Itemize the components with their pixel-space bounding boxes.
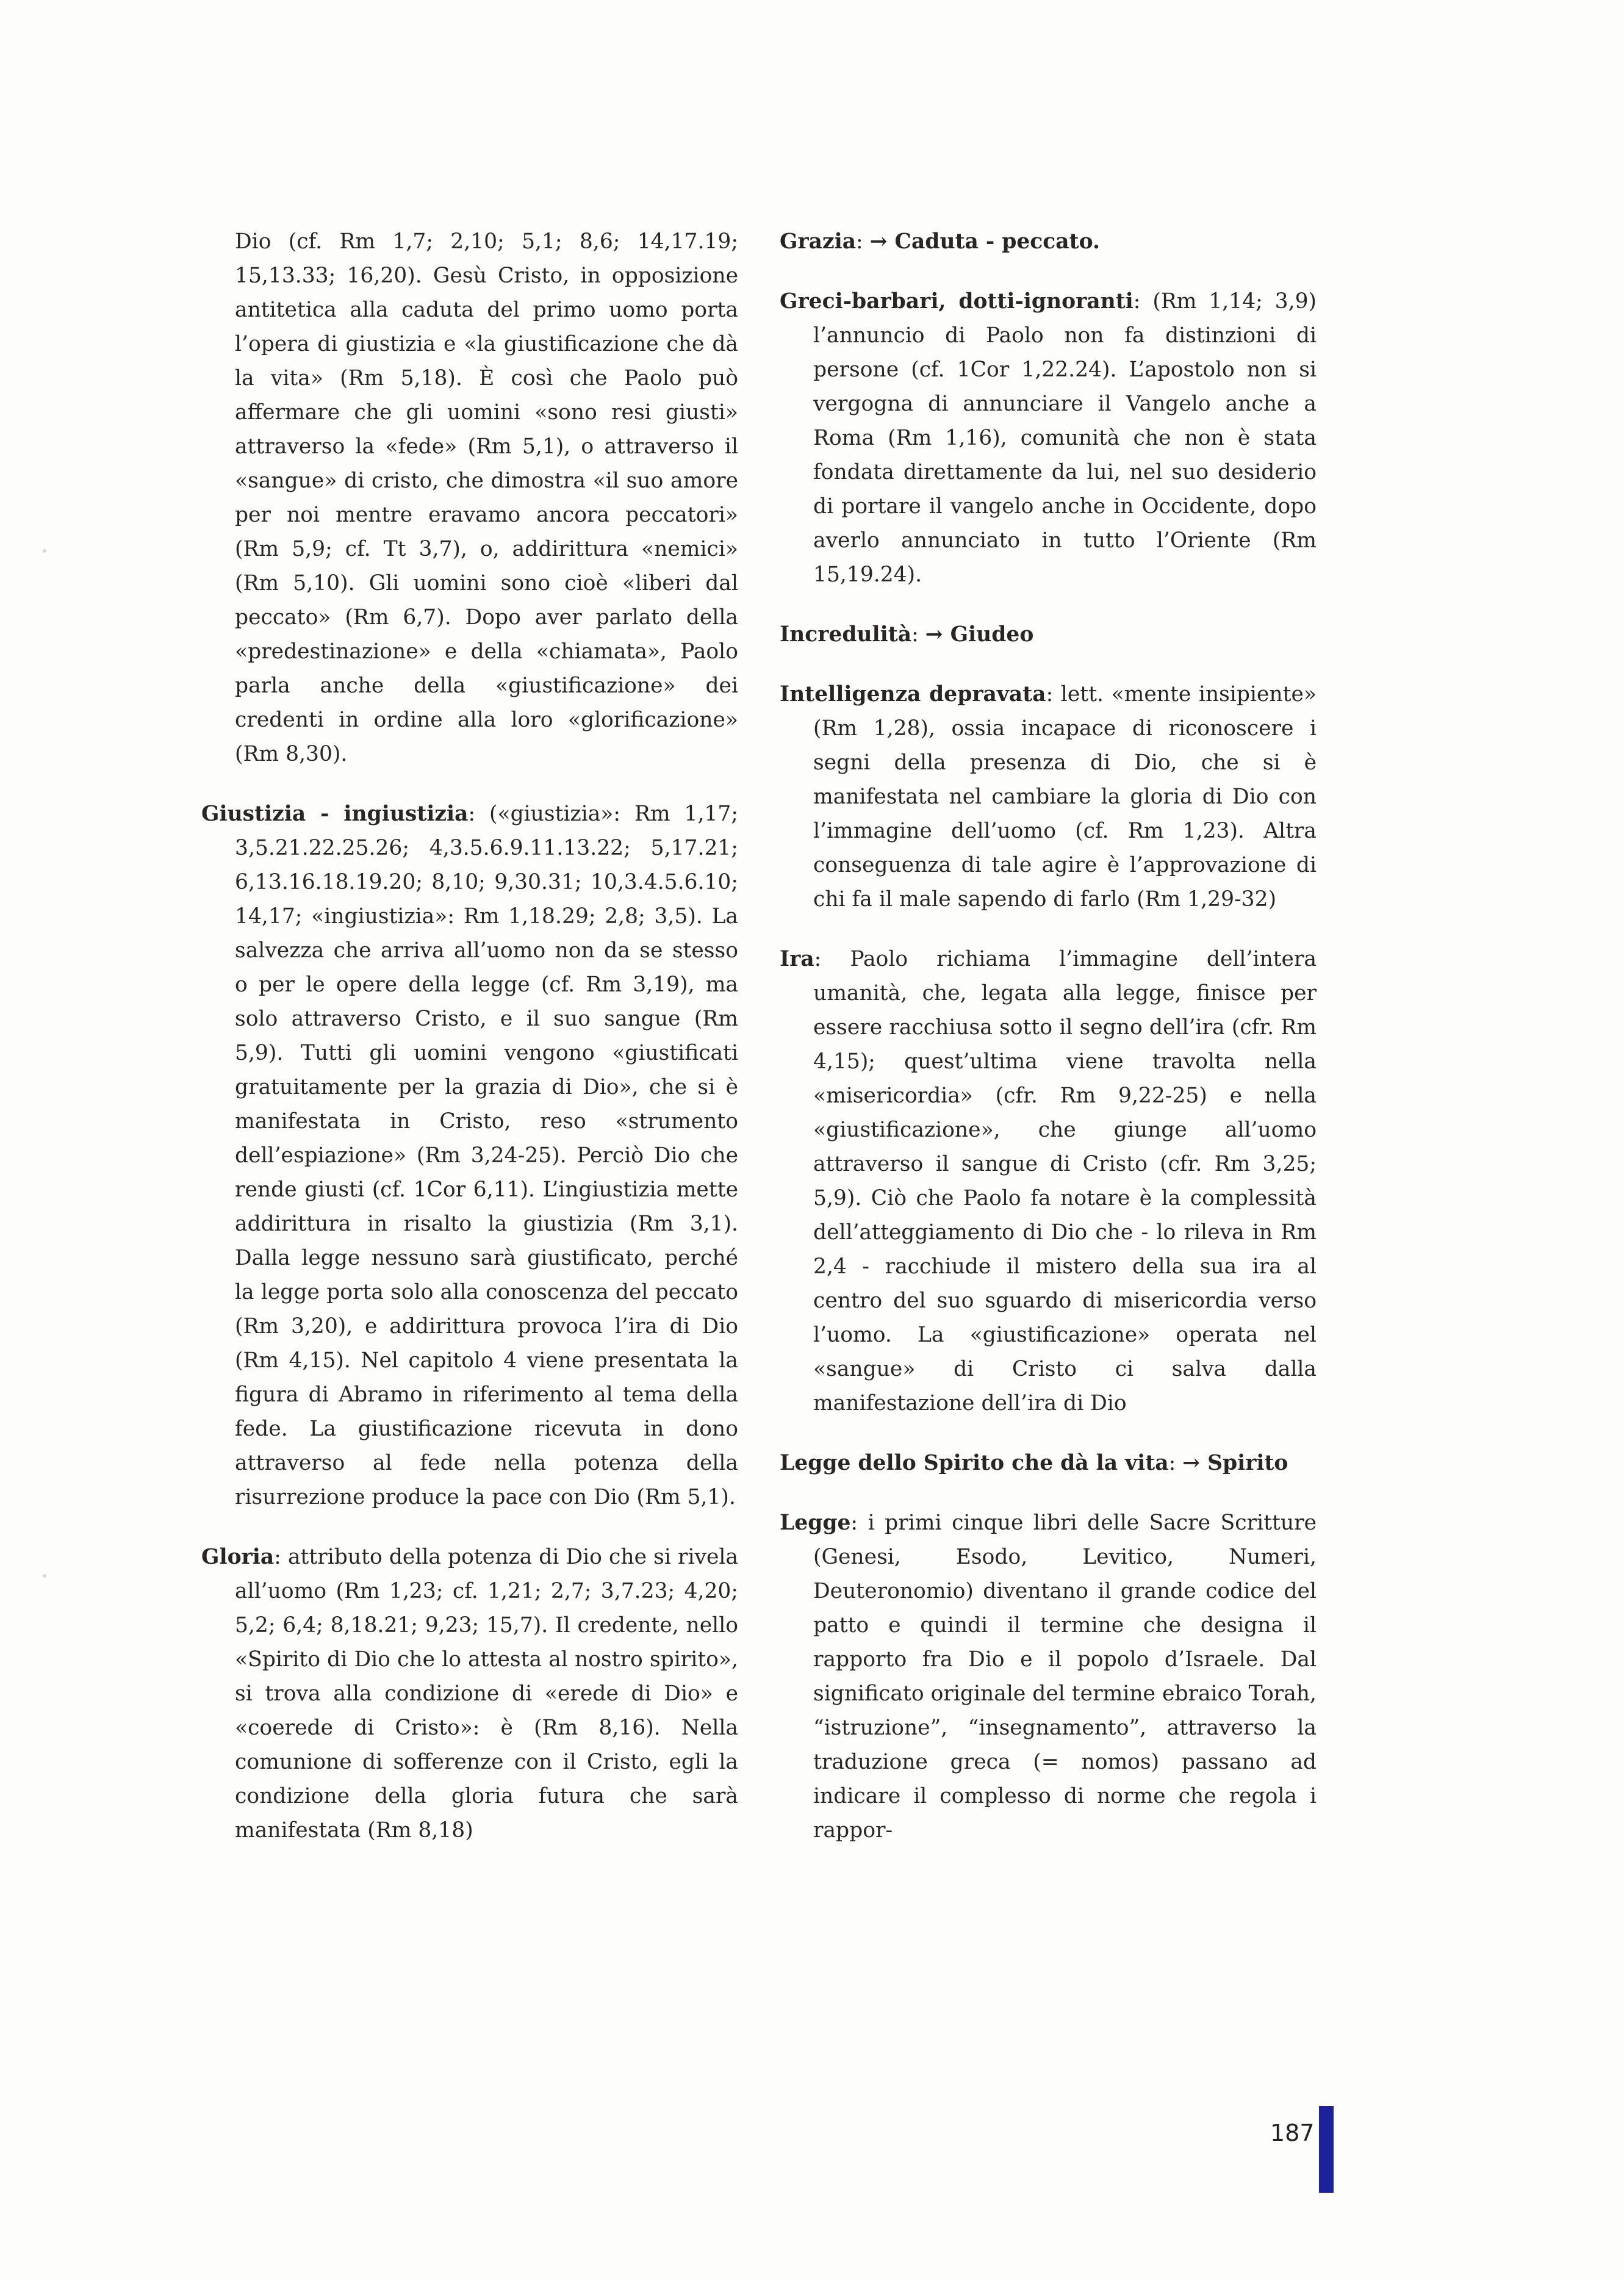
- entry-term: Giustizia - ingiustizia: [201, 802, 469, 826]
- entry-term: Legge dello Spirito che dà la vita: [780, 1451, 1169, 1475]
- glossary-entry-legge-spirito: Legge dello Spirito che dà la vita: → Spirito: [780, 1451, 1288, 1475]
- binder-hole-mark: [43, 549, 46, 553]
- entry-crossref: → Caduta - peccato.: [869, 229, 1101, 254]
- entry-term: Grazia: [780, 229, 857, 254]
- binder-hole-mark: [43, 1574, 46, 1578]
- continued-entry-text: Dio (cf. Rm 1,7; 2,10; 5,1; 8,6; 14,17.19; 15,13.33; 16,20). Gesù Cristo, in opposizione antitetica alla caduta del primo uomo porta l’opera di giustizia e «la giustificazione che dà la vita» (Rm 5,18). È così che Paolo può affermare che gli uomini «sono resi giusti» attraverso la «fede» (Rm 5,1), o attraverso il «sangue» di cristo, che dimostra «il suo amore per noi mentre eravamo ancora peccatori» (Rm 5,9; cf. Tt 3,7), o, addirittura «nemici» (Rm 5,10). Gli uomini sono cioè «liberi dal peccato» (Rm 6,7). Dopo aver parlato della «predestinazione» e della «chiamata», Paolo parla anche della «giustificazione» dei credenti in ordine alla loro «glorificazione» (Rm 8,30).: [235, 229, 738, 766]
- entry-crossref: → Spirito: [1182, 1451, 1288, 1475]
- glossary-entry-incredulita: Incredulità: → Giudeo: [780, 622, 1034, 647]
- entry-term: Gloria: [201, 1545, 275, 1569]
- thumb-index-bar: [1319, 2106, 1334, 2193]
- entry-text: lett. «mente insipiente» (Rm 1,28), ossia incapace di riconoscere i segni della presenza di Dio, che si è manifestata nel cambiare la gloria di Dio con l’immagine dell’uomo (cf. Rm 1,23). Altra conseguenza di tale agire è l’approvazione di chi fa il male sapendo di farlo (Rm 1,29-32): [813, 682, 1317, 912]
- glossary-entry-grazia: Grazia: → Caduta - peccato.: [780, 229, 1101, 254]
- entry-text: i primi cinque libri delle Sacre Scritture (Genesi, Esodo, Levitico, Numeri, Deuteronomio) diventano il grande codice del patto e quindi il termine che designa il rapporto fra Dio e il popolo d’Israele. Dal significato originale del termine ebraico Torah, “istruzione”, “insegnamento”, attraverso la traduzione greca (= nomos) passano ad indicare il complesso di norme che regola i rappor-: [813, 1511, 1317, 1843]
- entry-term: Intelligenza depravata: [780, 682, 1046, 707]
- entry-term: Legge: [780, 1511, 851, 1535]
- entry-text: (Rm 1,14; 3,9) l’annuncio di Paolo non fa distinzioni di persone (cf. 1Cor 1,22.24). L’apostolo non si vergogna di annunciare il Vangelo anche a Roma (Rm 1,16), comunità che non è stata fondata direttamente da lui, nel suo desiderio di portare il vangelo anche in Occidente, dopo averlo annunciato in tutto l’Oriente (Rm 15,19.24).: [813, 289, 1317, 587]
- glossary-entry-ira: Ira: Paolo richiama l’immagine dell’intera umanità, che, legata alla legge, finisce per essere racchiusa sotto il segno dell’ira (cfr. Rm 4,15); quest’ultima viene travolta nella «misericordia» (cfr. Rm 9,22-25) e nella «giustificazione», che giunge all’uomo attraverso il sangue di Cristo (cfr. Rm 3,25; 5,9). Ciò che Paolo fa notare è la complessità dell’atteggiamento di Dio che - lo rileva in Rm 2,4 - racchiude il mistero della sua ira al centro del suo sguardo di misericordia verso l’uomo. La «giustificazione» operata nel «sangue» di Cristo ci salva dalla manifestazione dell’ira di Dio: [780, 947, 1317, 1415]
- glossary-entry-intelligenza: Intelligenza depravata: lett. «mente insipiente» (Rm 1,28), ossia incapace di riconoscere i segni della presenza di Dio, che si è manifestata nel cambiare la gloria di Dio con l’immagine dell’uomo (cf. Rm 1,23). Altra conseguenza di tale agire è l’approvazione di chi fa il male sapendo di farlo (Rm 1,29-32): [780, 682, 1317, 912]
- glossary-entry-legge: Legge: i primi cinque libri delle Sacre Scritture (Genesi, Esodo, Levitico, Numeri, Deuteronomio) diventano il grande codice del patto e quindi il termine che designa il rapporto fra Dio e il popolo d’Israele. Dal significato originale del termine ebraico Torah, “istruzione”, “insegnamento”, attraverso la traduzione greca (= nomos) passano ad indicare il complesso di norme che regola i rappor-: [780, 1511, 1317, 1843]
- glossary-entry-greci-barbari: Greci-barbari, dotti-ignoranti: (Rm 1,14; 3,9) l’annuncio di Paolo non fa distinzioni di persone (cf. 1Cor 1,22.24). L’apostolo non si vergogna di annunciare il Vangelo anche a Roma (Rm 1,16), comunità che non è stata fondata direttamente da lui, nel suo desiderio di portare il vangelo anche in Occidente, dopo averlo annunciato in tutto l’Oriente (Rm 15,19.24).: [780, 289, 1317, 587]
- left-column: [201, 225, 738, 1847]
- page-number: 187: [1270, 2120, 1315, 2146]
- entry-term: Greci-barbari, dotti-ignoranti: [780, 289, 1134, 314]
- glossary-entry-giustizia: Giustizia - ingiustizia: («giustizia»: Rm 1,17; 3,5.21.22.25.26; 4,3.5.6.9.11.13.22; 5,17.21; 6,13.16.18.19.20; 8,10; 9,30.31; 10,3.4.5.6.10; 14,17; «ingiustizia»: Rm 1,18.29; 2,8; 3,5). La salvezza che arriva all’uomo non da se stesso o per le opere della legge (cf. Rm 3,19), ma solo attraverso Cristo, e il suo sangue (Rm 5,9). Tutti gli uomini vengono «giustificati gratuitamente per la grazia di Dio», che si è manifestata in Cristo, reso «strumento dell’espiazione» (Rm 3,24-25). Perciò Dio che rende giusti (cf. 1Cor 6,11). L’ingiustizia mette addirittura in risalto la giustizia (Rm 3,1). Dalla legge nessuno sarà giustificato, perché la legge porta solo alla conoscenza del peccato (Rm 3,20), e addirittura provoca l’ira di Dio (Rm 4,15). Nel capitolo 4 viene presentata la figura di Abramo in riferimento al tema della fede. La giustificazione ricevuta in dono attraverso al fede nella potenza della risurrezione produce la pace con Dio (Rm 5,1).: [201, 802, 738, 1509]
- entry-term: Ira: [780, 947, 814, 971]
- entry-term: Incredulità: [780, 622, 912, 647]
- entry-text: Paolo richiama l’immagine dell’intera umanità, che, legata alla legge, finisce per essere racchiusa sotto il segno dell’ira (cfr. Rm 4,15); quest’ultima viene travolta nella «misericordia» (cfr. Rm 9,22-25) e nella «giustificazione», che giunge all’uomo attraverso il sangue di Cristo (cfr. Rm 3,25; 5,9). Ciò che Paolo fa notare è la complessità dell’atteggiamento di Dio che - lo rileva in Rm 2,4 - racchiude il mistero della sua ira al centro del suo sguardo di misericordia verso l’uomo. La «giustificazione» operata nel «sangue» di Cristo ci salva dalla manifestazione dell’ira di Dio: [813, 947, 1317, 1415]
- entry-crossref: → Giudeo: [925, 622, 1034, 647]
- entry-text: («giustizia»: Rm 1,17; 3,5.21.22.25.26; 4,3.5.6.9.11.13.22; 5,17.21; 6,13.16.18.19.20; 8,10; 9,30.31; 10,3.4.5.6.10; 14,17; «ingiustizia»: Rm 1,18.29; 2,8; 3,5). La salvezza che arriva all’uomo non da se stesso o per le opere della legge (cf. Rm 3,19), ma solo attraverso Cristo, e il suo sangue (Rm 5,9). Tutti gli uomini vengono «giustificati gratuitamente per la grazia di Dio», che si è manifestata in Cristo, reso «strumento dell’espiazione» (Rm 3,24-25). Perciò Dio che rende giusti (cf. 1Cor 6,11). L’ingiustizia mette addirittura in risalto la giustizia (Rm 3,1). Dalla legge nessuno sarà giustificato, perché la legge porta solo alla conoscenza del peccato (Rm 3,20), e addirittura provoca l’ira di Dio (Rm 4,15). Nel capitolo 4 viene presentata la figura di Abramo in riferimento al tema della fede. La giustificazione ricevuta in dono attraverso al fede nella potenza della risurrezione produce la pace con Dio (Rm 5,1).: [235, 802, 738, 1509]
- glossary-entry-gloria: Gloria: attributo della potenza di Dio che si rivela all’uomo (Rm 1,23; cf. 1,21; 2,7; 3,7.23; 4,20; 5,2; 6,4; 8,18.21; 9,23; 15,7). Il credente, nello «Spirito di Dio che lo attesta al nostro spirito», si trova alla condizione di «erede di Dio» e «coerede di Cristo»: è (Rm 8,16). Nella comunione di sofferenze con il Cristo, egli la condizione della gloria futura che sarà manifestata (Rm 8,18): [201, 1545, 738, 1843]
- right-column: [780, 225, 1317, 1847]
- entry-text: attributo della potenza di Dio che si rivela all’uomo (Rm 1,23; cf. 1,21; 2,7; 3,7.23; 4,20; 5,2; 6,4; 8,18.21; 9,23; 15,7). Il credente, nello «Spirito di Dio che lo attesta al nostro spirito», si trova alla condizione di «erede di Dio» e «coerede di Cristo»: è (Rm 8,16). Nella comunione di sofferenze con il Cristo, egli la condizione della gloria futura che sarà manifestata (Rm 8,18): [235, 1545, 738, 1843]
